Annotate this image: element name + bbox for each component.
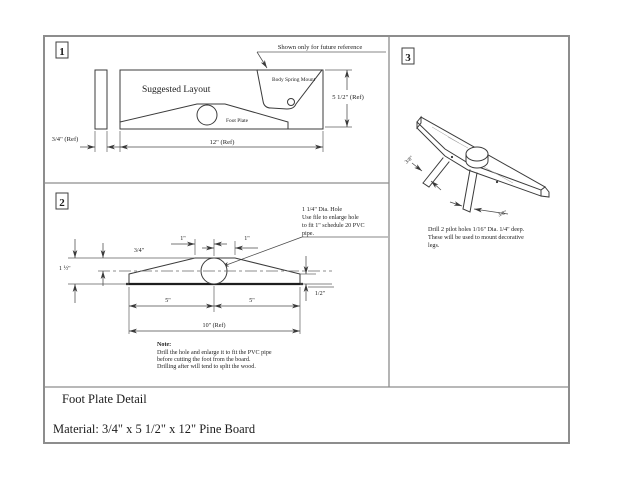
body-spring-mount-hole [288, 99, 295, 106]
sheet-title: Foot Plate Detail [62, 392, 147, 406]
board-edge-view [95, 70, 107, 129]
dim-three-quarter-label: 3/4" [133, 248, 145, 254]
dim-one-and-half [59, 239, 75, 303]
suggested-layout-label: Suggested Layout [142, 85, 211, 95]
callout-line-2: Use file to enlarge hole [302, 215, 359, 221]
isometric-foot-plate [417, 117, 549, 212]
panel-2-foot-plate-detail [56, 193, 388, 370]
callout-line-1: 1 1/4" Dia. Hole [302, 207, 343, 213]
title-block [53, 392, 256, 436]
foot-plate-outline [120, 104, 288, 129]
note-line-2: before cutting the foot from the board. [157, 357, 251, 363]
dim-one-inch-left [171, 236, 227, 244]
dim-one-right-label: 1" [244, 236, 250, 242]
foot-plate-hole [197, 105, 217, 125]
dim-arrow [412, 163, 422, 171]
panel-1-suggested-layout [52, 42, 386, 152]
dim-leg-right [450, 202, 508, 218]
pilot-hole-right [496, 181, 498, 183]
sheet-material: Material: 3/4" x 5 1/2" x 12" Pine Board [53, 422, 256, 436]
leader-arrow [257, 52, 267, 68]
dim-half-label: 1/2" [314, 291, 326, 297]
panel-3-isometric-view [402, 48, 549, 249]
dim-arrow [431, 181, 441, 190]
drilling-note [157, 342, 272, 370]
note-line-3: Drilling after will tend to split the wood. [157, 364, 256, 370]
callout-leader-arrow [221, 237, 302, 267]
foot-plate-label: Foot Plate [226, 118, 249, 124]
future-reference-note: Shown only for future reference [277, 44, 363, 51]
note-heading: Note: [157, 342, 172, 348]
panel-2-number: 2 [59, 197, 65, 209]
dim-thickness-label: 3/4" (Ref) [51, 136, 79, 143]
panel-1-number: 1 [59, 46, 65, 58]
dim-ten-ref [129, 322, 300, 331]
panel-3-number: 3 [405, 52, 411, 64]
dim-height-label: 5 1/2" (Ref) [332, 94, 364, 101]
dim-half [306, 256, 326, 301]
dim-ten-label: 10" (Ref) [202, 323, 226, 329]
callout-line-3: to fit 1" schedule 20 PVC [302, 223, 365, 229]
pilot-hole-left [451, 156, 453, 158]
caption-line-3: legs. [428, 243, 440, 249]
dim-leg-right-label: 3/8" [497, 209, 508, 219]
dim-one-half-label: 1 ½" [59, 266, 71, 272]
note-line-1: Drill the hole and enlarge it to fit the PVC pipe [157, 350, 272, 356]
dim-thickness-3-4 [52, 131, 123, 152]
grain-line [448, 137, 468, 148]
pilot-hole-caption [428, 227, 525, 249]
decorative-leg-right [463, 170, 477, 212]
body-spring-mount-label: Body Spring Mount [272, 77, 316, 83]
dim-five-right-label: 5" [249, 298, 255, 304]
dim-leg-left [404, 155, 441, 190]
dim-leg-left-label: 3/8" [403, 155, 415, 166]
dim-three-quarter [103, 243, 145, 286]
slab-right-end [541, 187, 549, 197]
callout-line-4: pipe. [302, 231, 315, 237]
dim-arrow [450, 202, 462, 206]
dim-length-label: 12" (Ref) [209, 139, 235, 146]
extension-lines [68, 239, 334, 334]
dim-five-inches [129, 298, 300, 306]
dim-five-left-label: 5" [165, 298, 171, 304]
dim-one-inch-right [202, 236, 258, 248]
dim-length-12 [120, 131, 323, 152]
dim-height-5-1-2 [325, 70, 364, 127]
body-spring-mount-outline [257, 70, 322, 109]
decorative-leg-left [423, 158, 449, 187]
caption-line-1: Drill 2 pilot holes 1/16" Dia. 1/4" deep. [428, 227, 525, 233]
center-boss-top [466, 147, 488, 161]
dim-one-left-label: 1" [180, 236, 186, 242]
caption-line-2: These will be used to mount decorative [428, 235, 524, 241]
